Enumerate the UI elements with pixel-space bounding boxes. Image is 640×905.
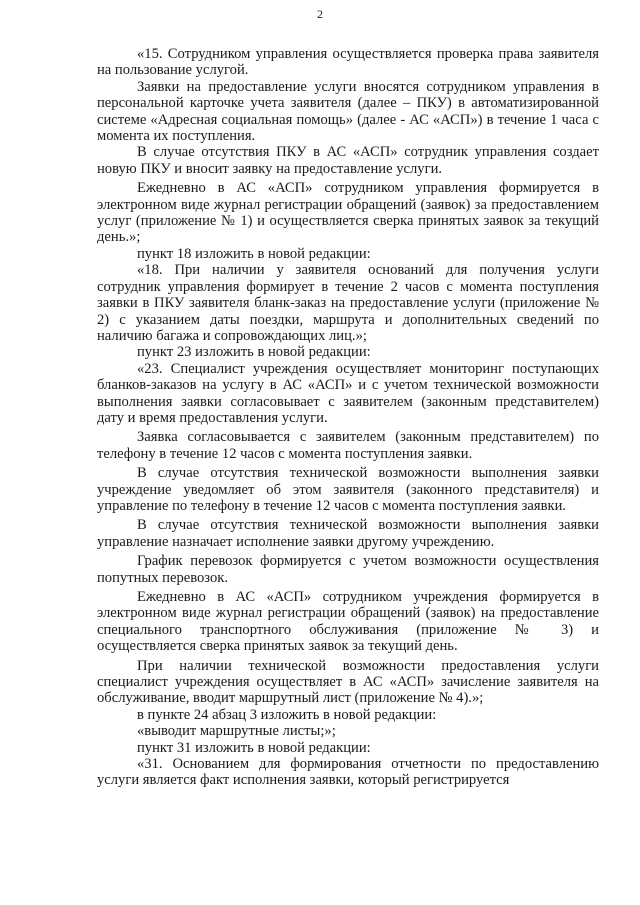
paragraph-route-sheets: «выводит маршрутные листы;»;	[137, 723, 336, 740]
paragraph-requests-entry: Заявки на предоставление услуги вносятся сотрудником управления в персональной карточке учета заявителя (далее – ПКУ) в автоматизированной системе «Адресная социальная помощь» (далее - АС «АСП») в течение 1 часа с момента их поступления.	[97, 78, 599, 145]
paragraph-schedule: График перевозок формируется с учетом возможности осуществления попутных перевозок.	[97, 553, 599, 586]
paragraph-18: «18. При наличии у заявителя оснований для получения услуги сотрудник управления формирует в течение 2 часов с момента поступления заявки в ПКУ заявителя бланк-заказ на предоставление услуги (приложение № 2) с указанием даты поездки, маршрута и дополнительных сведений по наличию багажа и сопровождающих лиц.»;	[97, 262, 599, 344]
document-body	[97, 46, 599, 789]
paragraph-no-pku: В случае отсутствия ПКУ в АС «АСП» сотрудник управления создает новую ПКУ и вносит заявку на предоставление услуги.	[97, 144, 599, 177]
paragraph-23: «23. Специалист учреждения осуществляет мониторинг поступающих бланков-заказов на услугу в АС «АСП» и с учетом технической возможности выполнения заявки согласовывает с заявителем (законным представителем) дату и время предоставления услуги.	[97, 360, 599, 426]
paragraph-item-24-intro: в пункте 24 абзац 3 изложить в новой редакции:	[137, 706, 437, 723]
paragraph-agreement: Заявка согласовывается с заявителем (законным представителем) по телефону в течение 12 часов с момента поступления заявки.	[97, 429, 599, 462]
page-number: 2	[317, 7, 323, 21]
paragraph-15: «15. Сотрудником управления осуществляется проверка права заявителя на пользование услугой.	[97, 46, 599, 79]
paragraph-31: «31. Основанием для формирования отчетности по предоставлению услуги является факт исполнения заявки, который регистрируется	[97, 756, 599, 789]
paragraph-daily-journal-institution: Ежедневно в АС «АСП» сотрудником учреждения формируется в электронном виде журнал регистрации обращений (заявок) на предоставление специального транспортного обслуживания (приложение № 3) и осуществляется сверка принятых заявок за текущий день.	[97, 589, 599, 655]
paragraph-no-capability-reassign: В случае отсутствия технической возможности выполнения заявки управление назначает исполнение заявки другому учреждению.	[97, 517, 599, 550]
paragraph-item-23-intro: пункт 23 изложить в новой редакции:	[137, 344, 371, 361]
paragraph-no-capability-notify: В случае отсутствия технической возможности выполнения заявки учреждение уведомляет об этом заявителя (законного представителя) и управление по телефону в течение 12 часов с момента поступления заявки.	[97, 465, 599, 514]
paragraph-item-18-intro: пункт 18 изложить в новой редакции:	[137, 245, 371, 262]
paragraph-enrollment: При наличии технической возможности предоставления услуги специалист учреждения осуществляет в АС «АСП» зачисление заявителя на обслуживание, вводит маршрутный лист (приложение № 4).»;	[97, 657, 599, 707]
paragraph-item-31-intro: пункт 31 изложить в новой редакции:	[137, 739, 371, 756]
paragraph-daily-journal: Ежедневно в АС «АСП» сотрудником управления формируется в электронном виде журнал регистрации обращений (заявок) за предоставлением услуг (приложение № 1) и осуществляется сверка принятых заявок за текущий день.»;	[97, 180, 599, 246]
